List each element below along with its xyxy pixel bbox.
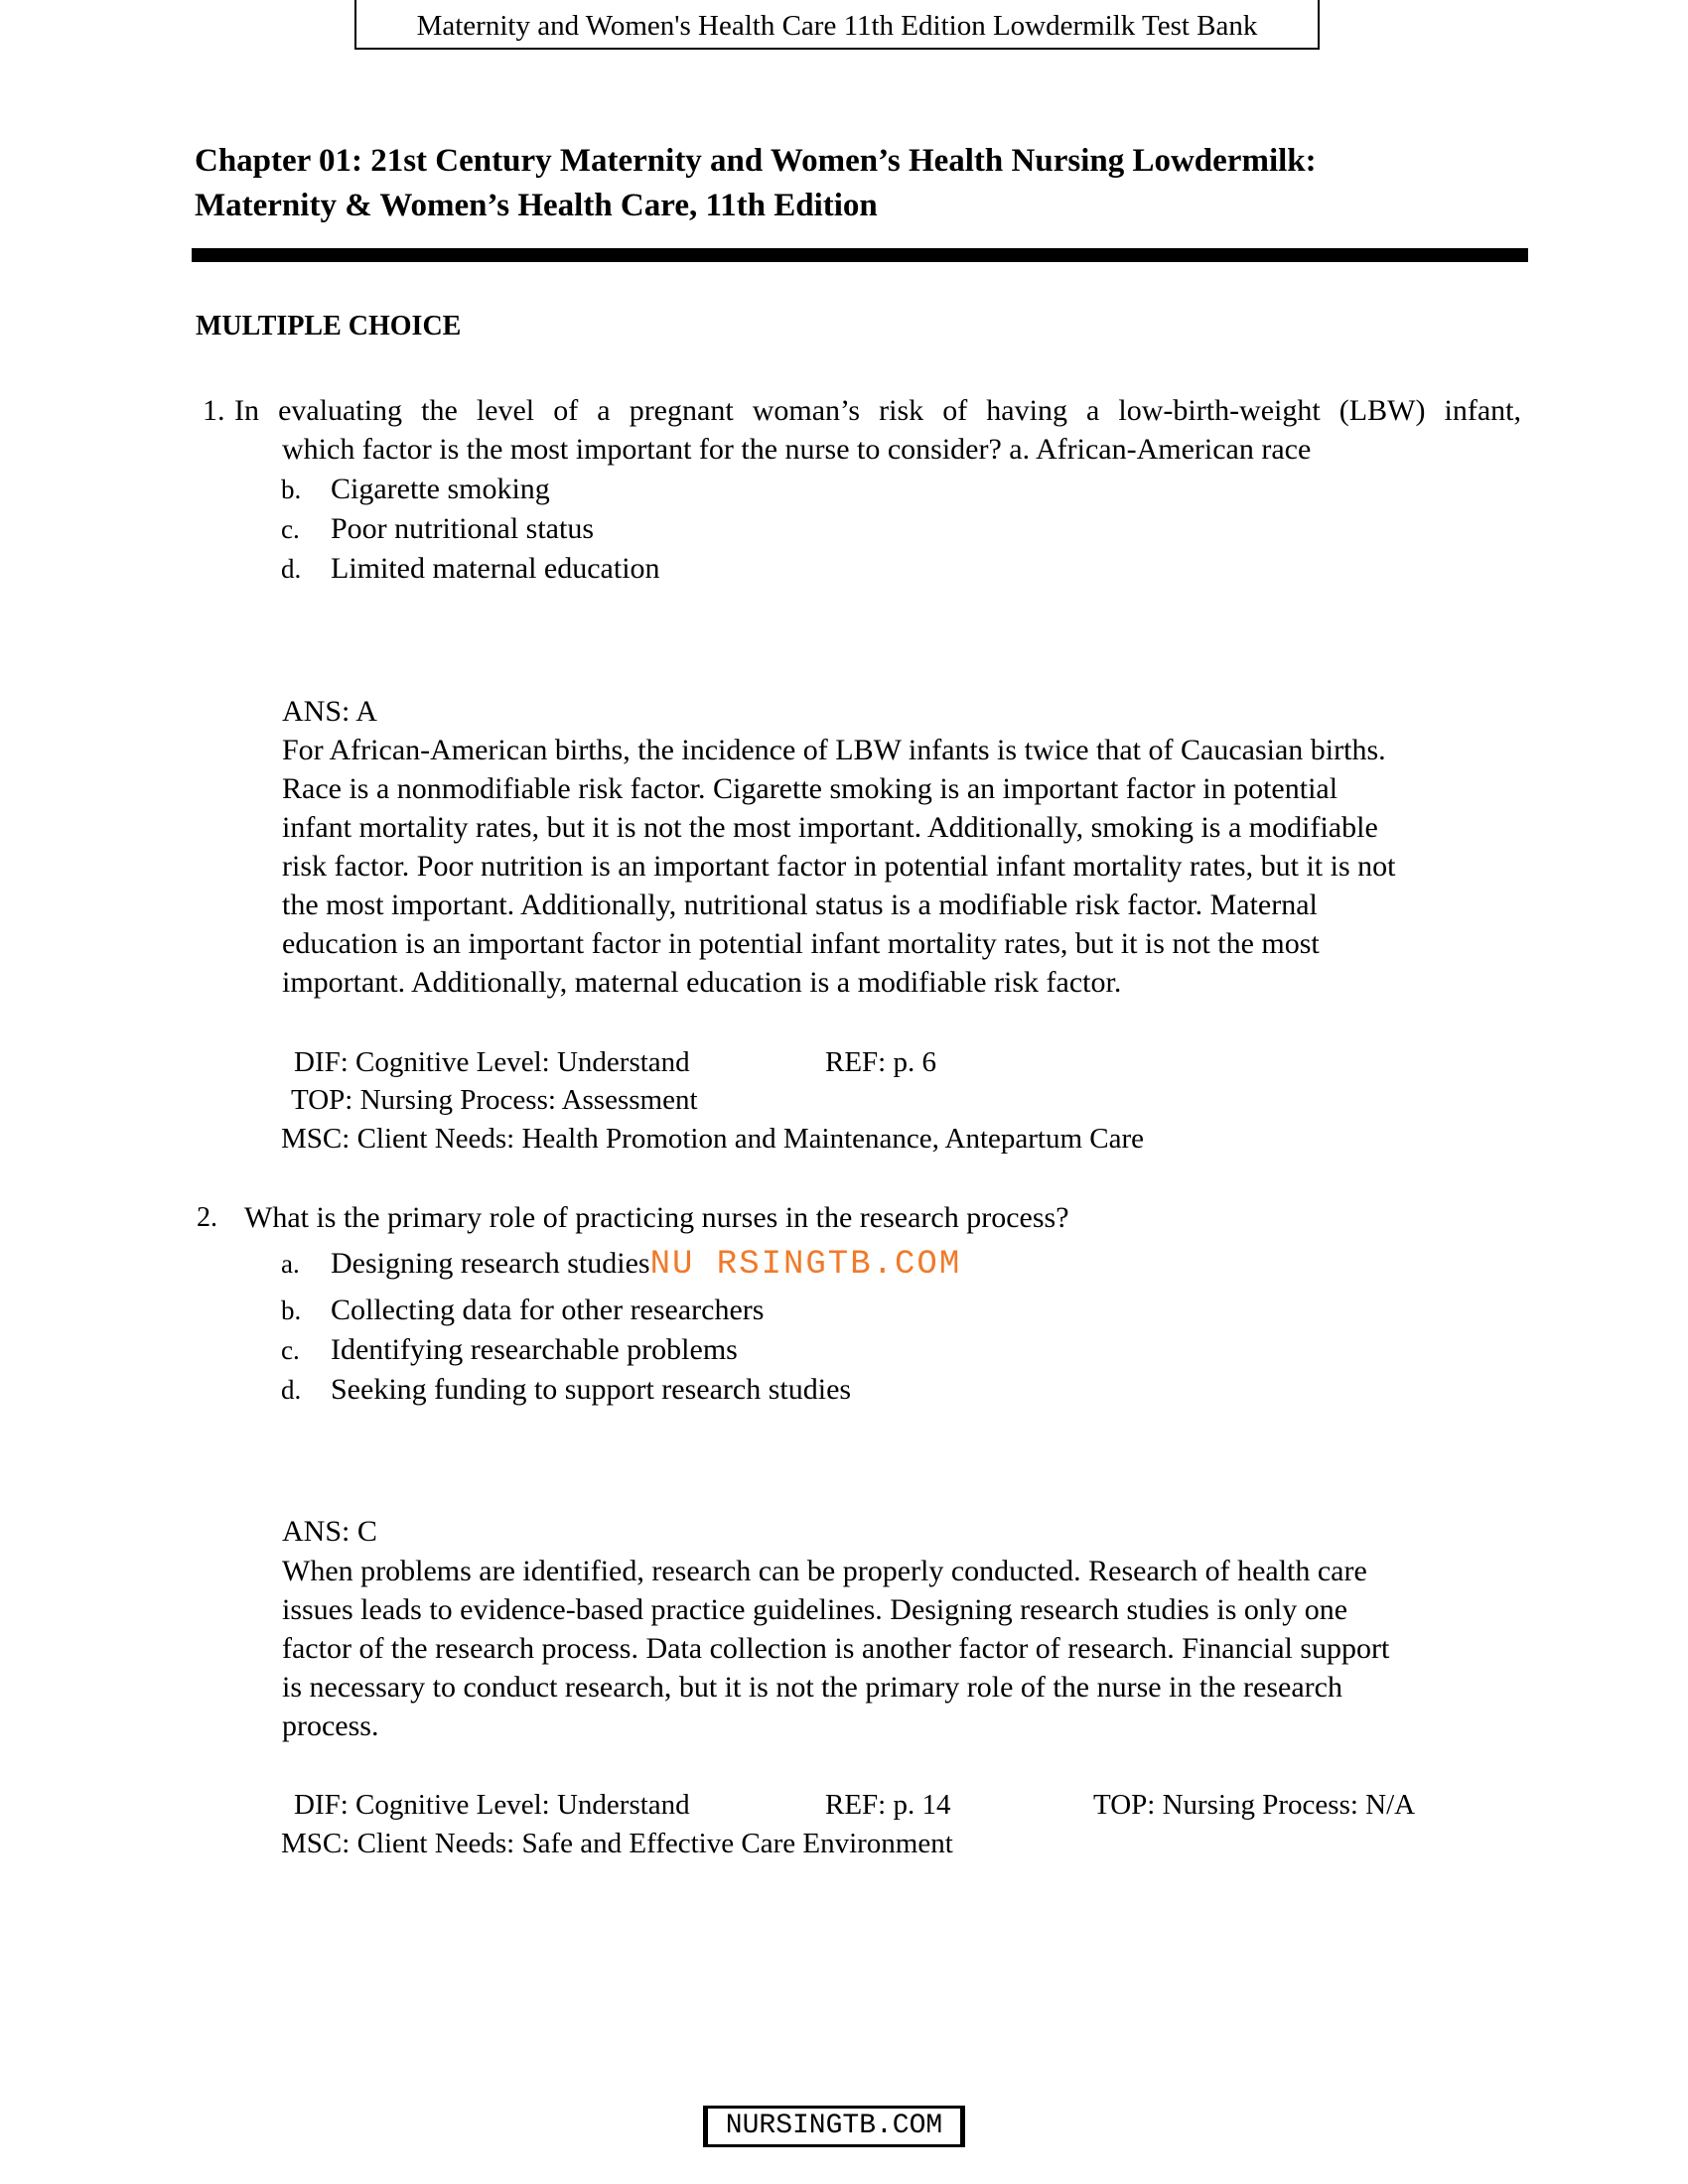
option-text: Limited maternal education — [331, 552, 660, 585]
topic: TOP: Nursing Process: Assessment — [291, 1084, 698, 1116]
question-stem-cont: which factor is the most important for the nurse to consider? a. African-American race — [282, 433, 1312, 466]
rationale-line: issues leads to evidence-based practice guidelines. Designing research studies is only one — [282, 1593, 1348, 1626]
option-letter: d. — [281, 1375, 302, 1405]
client-needs: MSC: Client Needs: Safe and Effective Care Environment — [281, 1828, 953, 1859]
answer-key: ANS: C — [282, 1515, 377, 1548]
rationale-line: infant mortality rates, but it is not the most important. Additionally, smoking is a modifiable — [282, 811, 1378, 844]
rationale-line: process. — [282, 1709, 379, 1742]
option-text-a: Designing research studies — [331, 1247, 650, 1280]
question-stem: In evaluating the level of a pregnant woman’s risk of having a low-birth-weight (LBW) infant, — [234, 394, 1521, 427]
option-letter: b. — [281, 475, 302, 504]
rationale-line: risk factor. Poor nutrition is an important factor in potential infant mortality rates, but it is not — [282, 850, 1396, 883]
option-text: Seeking funding to support research studies — [331, 1373, 852, 1406]
reference: REF: p. 6 — [825, 1046, 936, 1078]
answer-key: ANS: A — [282, 695, 377, 728]
difficulty: DIF: Cognitive Level: Understand — [294, 1789, 690, 1821]
rationale-line: When problems are identified, research can be properly conducted. Research of health care — [282, 1555, 1367, 1587]
watermark: NU RSINGTB.COM — [649, 1246, 962, 1284]
rationale-line: Race is a nonmodifiable risk factor. Cigarette smoking is an important factor in potential — [282, 772, 1338, 805]
chapter-title-line2: Maternity & Women’s Health Care, 11th Edition — [195, 188, 878, 223]
option-text: Collecting data for other researchers — [331, 1294, 765, 1326]
option-letter: b. — [281, 1296, 302, 1325]
question-number: 2. — [197, 1202, 217, 1233]
footer-watermark: NURSINGTB.COM — [703, 2106, 965, 2147]
rationale-line: important. Additionally, maternal education is a modifiable risk factor. — [282, 966, 1122, 999]
option-text — [331, 1244, 961, 1284]
option-letter: c. — [281, 1335, 300, 1365]
option-text: Cigarette smoking — [331, 473, 550, 505]
option-letter: c. — [281, 514, 300, 544]
question-stem: What is the primary role of practicing nurses in the research process? — [244, 1201, 1069, 1234]
document-header: Maternity and Women's Health Care 11th Edition Lowdermilk Test Bank — [354, 0, 1320, 50]
title-divider — [192, 248, 1528, 262]
client-needs: MSC: Client Needs: Health Promotion and Maintenance, Antepartum Care — [281, 1123, 1145, 1155]
option-letter: d. — [281, 554, 302, 584]
reference: REF: p. 14 — [825, 1789, 951, 1821]
rationale-line: For African-American births, the incidence of LBW infants is twice that of Caucasian births. — [282, 734, 1386, 766]
topic: TOP: Nursing Process: N/A — [1093, 1789, 1416, 1821]
rationale-line: factor of the research process. Data collection is another factor of research. Financial support — [282, 1632, 1390, 1665]
difficulty: DIF: Cognitive Level: Understand — [294, 1046, 690, 1078]
question-number: 1. — [203, 394, 225, 427]
rationale-line: education is an important factor in potential infant mortality rates, but it is not the most — [282, 927, 1320, 960]
rationale-line: is necessary to conduct research, but it is not the primary role of the nurse in the research — [282, 1671, 1342, 1704]
option-text: Poor nutritional status — [331, 512, 594, 545]
chapter-title-line1: Chapter 01: 21st Century Maternity and Women’s Health Nursing Lowdermilk: — [195, 143, 1317, 179]
option-letter: a. — [281, 1249, 300, 1279]
section-heading: MULTIPLE CHOICE — [196, 311, 462, 341]
option-text: Identifying researchable problems — [331, 1333, 738, 1366]
rationale-line: the most important. Additionally, nutritional status is a modifiable risk factor. Maternal — [282, 888, 1318, 921]
